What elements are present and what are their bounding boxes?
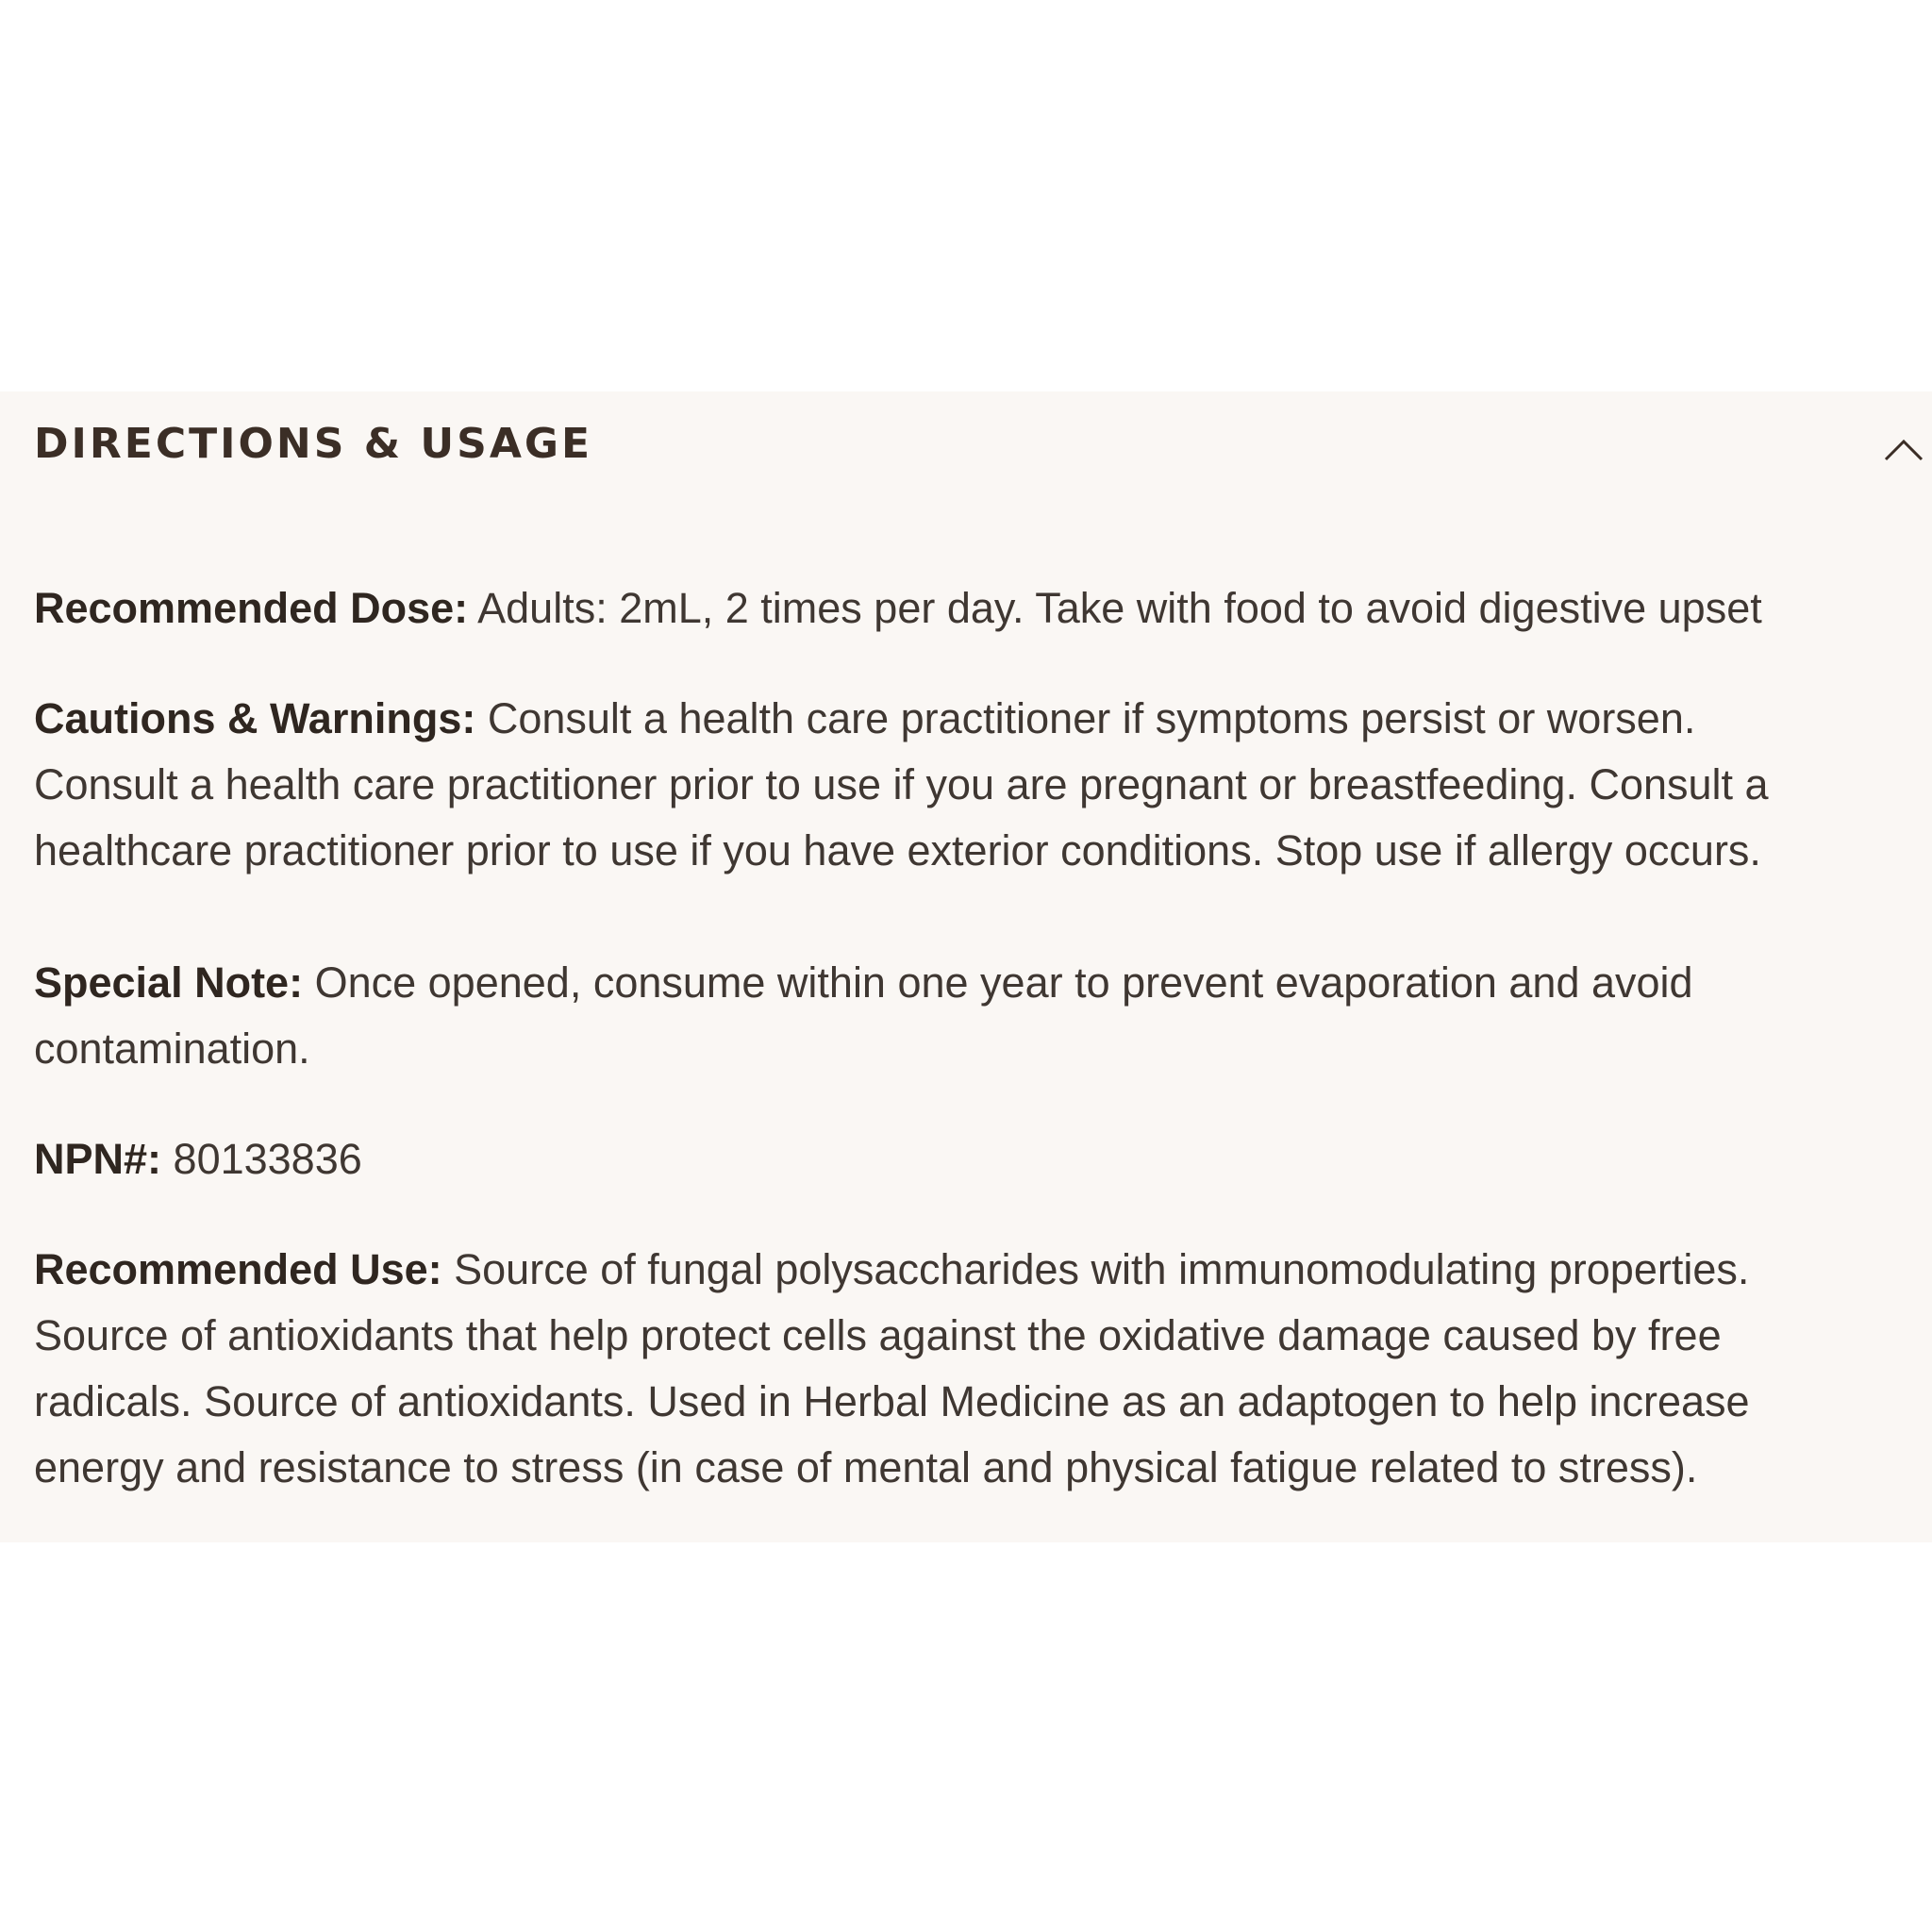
spacer — [34, 884, 1911, 950]
cautions-line-1 — [34, 686, 1911, 752]
npn-value: 80133836 — [173, 1135, 362, 1183]
npn-label: NPN#: — [34, 1135, 162, 1183]
spacer — [34, 1192, 1911, 1237]
cautions-label: Cautions & Warnings: — [34, 694, 476, 742]
recommended-use-text-line-3: radicals. Source of antioxidants. Used in Herbal Medicine as an adaptogen to help increase — [34, 1377, 1750, 1425]
recommended-use-text-line-2: Source of antioxidants that help protect cells against the oxidative damage caused by free — [34, 1311, 1722, 1359]
special-note-text-line-2: contamination. — [34, 1024, 310, 1073]
recommended-use-line-1 — [34, 1237, 1911, 1303]
npn-paragraph — [34, 1126, 1911, 1192]
accordion-body — [34, 575, 1911, 1501]
cautions-text-line-2: Consult a health care practitioner prior to use if you are pregnant or breastfeeding. Consult a — [34, 760, 1769, 808]
recommended-dose-label: Recommended Dose: — [34, 584, 469, 632]
cautions-text-line-1: Consult a health care practitioner if symptoms persist or worsen. — [487, 694, 1696, 742]
special-note-line-1 — [34, 950, 1911, 1016]
directions-usage-accordion — [0, 391, 1932, 1542]
recommended-dose-text: Adults: 2mL, 2 times per day. Take with food to avoid digestive upset — [477, 584, 1762, 632]
recommended-use-label: Recommended Use: — [34, 1245, 442, 1293]
recommended-use-text-line-1: Source of fungal polysaccharides with immunomodulating properties. — [454, 1245, 1750, 1293]
spacer — [34, 641, 1911, 686]
recommended-dose-paragraph — [34, 575, 1911, 641]
chevron-up-icon[interactable] — [1883, 431, 1924, 473]
recommended-use-text-line-4: energy and resistance to stress (in case of mental and physical fatigue related to stress). — [34, 1443, 1698, 1491]
accordion-header[interactable] — [0, 391, 1932, 495]
cautions-text-line-3: healthcare practitioner prior to use if you have exterior conditions. Stop use if allergy occurs. — [34, 826, 1761, 874]
accordion-title: DIRECTIONS & USAGE — [34, 420, 593, 468]
special-note-text-line-1: Once opened, consume within one year to prevent evaporation and avoid — [314, 958, 1693, 1007]
spacer — [34, 1082, 1911, 1126]
special-note-label: Special Note: — [34, 958, 304, 1007]
